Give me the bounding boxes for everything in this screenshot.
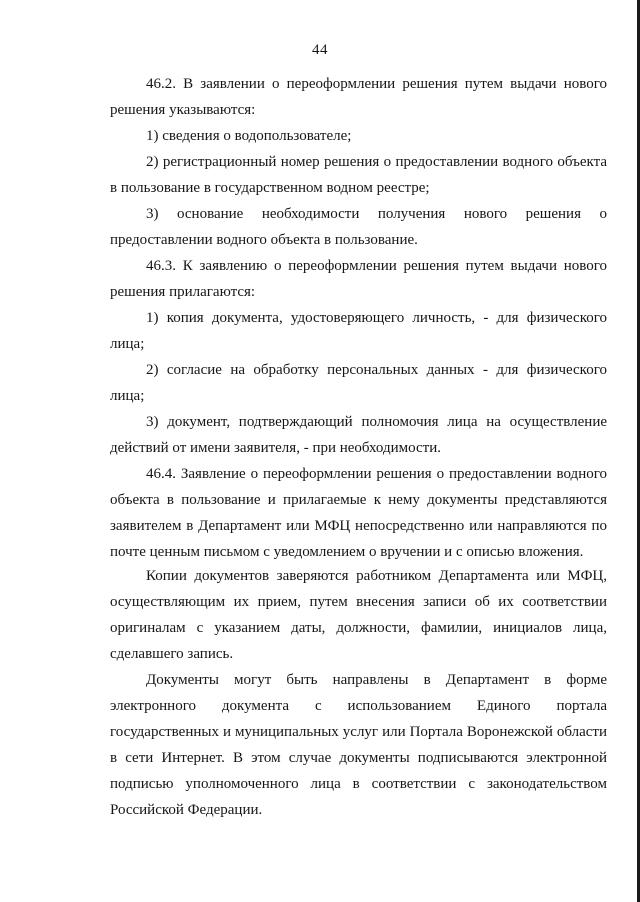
text-line: объекта в пользование и прилагаемые к нему документы представляются bbox=[110, 492, 607, 508]
text-line: лица; bbox=[110, 388, 145, 404]
text-line: 2) регистрационный номер решения о предоставлении водного объекта bbox=[146, 154, 607, 170]
text-line: 1) копия документа, удостоверяющего личность, - для физического bbox=[146, 310, 607, 326]
text-line: Российской Федерации. bbox=[110, 802, 263, 818]
text-line: заявителем в Департамент или МФЦ непосредственно или направляются по bbox=[110, 518, 607, 534]
text-line: 46.2. В заявлении о переоформлении решения путем выдачи нового bbox=[146, 76, 607, 92]
text-line: электронного документа с использованием Единого портала bbox=[110, 698, 607, 714]
text-line: государственных и муниципальных услуг или Портала Воронежской области bbox=[110, 724, 607, 740]
text-line: сделавшего запись. bbox=[110, 646, 234, 662]
text-line: решения указываются: bbox=[110, 102, 256, 118]
text-line: 3) основание необходимости получения нового решения о bbox=[146, 206, 607, 222]
text-line: 46.4. Заявление о переоформлении решения о предоставлении водного bbox=[146, 466, 607, 482]
text-line: в пользование в государственном водном реестре; bbox=[110, 180, 430, 196]
text-line: осуществляющим их прием, путем внесения записи об их соответствии bbox=[110, 594, 607, 610]
text-line: оригиналам с указанием даты, должности, фамилии, инициалов лица, bbox=[110, 620, 607, 636]
text-line: Документы могут быть направлены в Департамент в форме bbox=[146, 672, 607, 688]
text-line: почте ценным письмом с уведомлением о вручении и с описью вложения. bbox=[110, 544, 584, 560]
text-line: подписью уполномоченного лица в соответствии с законодательством bbox=[110, 776, 607, 792]
page-number: 44 bbox=[312, 42, 328, 58]
text-line: 46.3. К заявлению о переоформлении решения путем выдачи нового bbox=[146, 258, 607, 274]
text-line: предоставлении водного объекта в пользование. bbox=[110, 232, 418, 248]
text-line: 3) документ, подтверждающий полномочия лица на осуществление bbox=[146, 414, 607, 430]
text-line: 1) сведения о водопользователе; bbox=[146, 128, 352, 144]
text-line: решения прилагаются: bbox=[110, 284, 256, 300]
text-line: действий от имени заявителя, - при необходимости. bbox=[110, 440, 442, 456]
text-line: в сети Интернет. В этом случае документы подписываются электронной bbox=[110, 750, 607, 766]
text-line: Копии документов заверяются работником Департамента или МФЦ, bbox=[146, 568, 607, 584]
text-line: 2) согласие на обработку персональных данных - для физического bbox=[146, 362, 607, 378]
text-line: лица; bbox=[110, 336, 145, 352]
